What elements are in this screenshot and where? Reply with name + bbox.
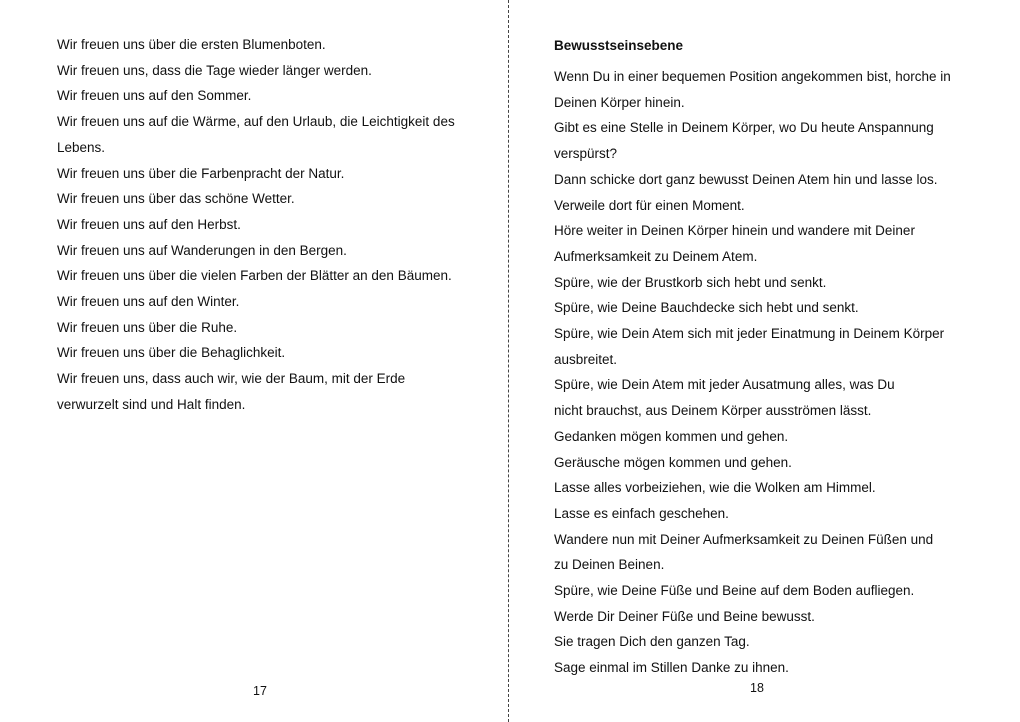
text-line: Gibt es eine Stelle in Deinem Körper, wo Du heute Anspannung bbox=[554, 120, 934, 136]
text-line: Geräusche mögen kommen und gehen. bbox=[554, 454, 792, 470]
text-line: Wir freuen uns über die Ruhe. bbox=[57, 319, 238, 335]
text-line: Dann schicke dort ganz bewusst Deinen Atem hin und lasse los. bbox=[554, 171, 938, 187]
text-line: Wenn Du in einer bequemen Position angekommen bist, horche in bbox=[554, 69, 951, 84]
right-page-text bbox=[554, 64, 951, 681]
text-line: Wir freuen uns, dass auch wir, wie der Baum, mit der Erde bbox=[57, 371, 406, 387]
right-page-number: 18 bbox=[750, 681, 764, 695]
text-line: Verweile dort für einen Moment. bbox=[554, 197, 745, 213]
text-line: Spüre, wie Deine Bauchdecke sich hebt und senkt. bbox=[554, 300, 859, 316]
right-page bbox=[510, 0, 1020, 722]
text-line: Sage einmal im Stillen Danke zu ihnen. bbox=[554, 660, 789, 676]
left-page-text bbox=[57, 32, 455, 418]
text-line: nicht brauchst, aus Deinem Körper ausströmen lässt. bbox=[554, 403, 872, 419]
text-line: verwurzelt sind und Halt finden. bbox=[57, 396, 246, 412]
left-page-number: 17 bbox=[253, 684, 267, 698]
text-line: Spüre, wie Dein Atem mit jeder Ausatmung alles, was Du bbox=[554, 377, 895, 393]
page-divider bbox=[508, 0, 509, 722]
text-line: Wir freuen uns über die vielen Farben der Blätter an den Bäumen. bbox=[57, 268, 452, 284]
left-page bbox=[0, 0, 508, 722]
text-line: Wir freuen uns über das schöne Wetter. bbox=[57, 191, 295, 207]
text-line: Lebens. bbox=[57, 139, 106, 155]
text-line: Spüre, wie Dein Atem sich mit jeder Einatmung in Deinem Körper bbox=[554, 326, 945, 342]
text-line: Lasse es einfach geschehen. bbox=[554, 505, 729, 521]
text-line: Aufmerksamkeit zu Deinem Atem. bbox=[554, 248, 758, 264]
text-line: Wir freuen uns über die Behaglichkeit. bbox=[57, 345, 286, 361]
text-line: Gedanken mögen kommen und gehen. bbox=[554, 428, 789, 444]
text-line: Spüre, wie Deine Füße und Beine auf dem Boden aufliegen. bbox=[554, 583, 915, 599]
text-line: Werde Dir Deiner Füße und Beine bewusst. bbox=[554, 608, 815, 624]
text-line: zu Deinen Beinen. bbox=[554, 557, 665, 573]
text-line: Sie tragen Dich den ganzen Tag. bbox=[554, 634, 750, 650]
text-line: Wandere nun mit Deiner Aufmerksamkeit zu Deinen Füßen und bbox=[554, 531, 934, 547]
text-line: Wir freuen uns über die Farbenpracht der Natur. bbox=[57, 165, 345, 181]
text-line: Spüre, wie der Brustkorb sich hebt und senkt. bbox=[554, 274, 827, 290]
text-line: Wir freuen uns auf Wanderungen in den Bergen. bbox=[57, 242, 347, 258]
text-line: Deinen Körper hinein. bbox=[554, 94, 685, 110]
text-line: Wir freuen uns, dass die Tage wieder länger werden. bbox=[57, 62, 372, 78]
text-line: Wir freuen uns auf die Wärme, auf den Urlaub, die Leichtigkeit des bbox=[57, 114, 455, 130]
text-line: Höre weiter in Deinen Körper hinein und wandere mit Deiner bbox=[554, 223, 915, 239]
text-line: Wir freuen uns über die ersten Blumenboten. bbox=[57, 37, 326, 52]
text-line: Wir freuen uns auf den Winter. bbox=[57, 294, 240, 310]
section-heading: Bewusstseinsebene bbox=[554, 38, 684, 53]
text-line: Wir freuen uns auf den Sommer. bbox=[57, 88, 252, 104]
text-line: ausbreitet. bbox=[554, 351, 618, 367]
text-line: Lasse alles vorbeiziehen, wie die Wolken am Himmel. bbox=[554, 480, 876, 496]
text-line: Wir freuen uns auf den Herbst. bbox=[57, 216, 241, 232]
text-line: verspürst? bbox=[554, 146, 618, 162]
